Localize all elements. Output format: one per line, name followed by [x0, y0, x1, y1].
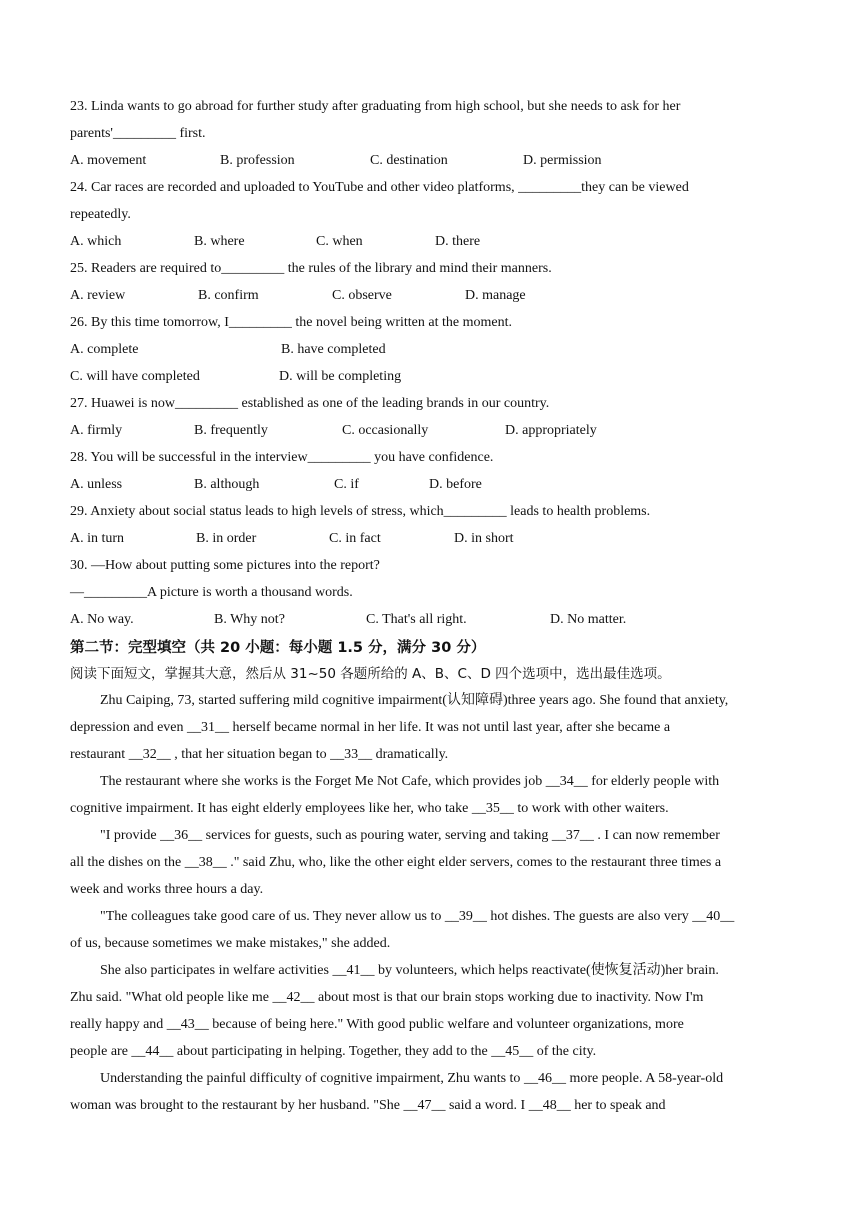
blank-number: __35__ [471, 801, 514, 816]
blank-number: __42__ [272, 990, 315, 1005]
passage-text: of the city. [533, 1044, 597, 1059]
answer-option: A. in turn [70, 531, 125, 546]
passage-text: Zhu Caiping, 73, started suffering mild cognitive impairment(认知障碍)three years ago. She found that anxiety, [100, 693, 729, 708]
passage-line [70, 746, 448, 764]
passage-text: . I can now remember [593, 828, 720, 843]
answer-option: A. firmly [70, 423, 123, 438]
blank-number: __34__ [545, 774, 588, 789]
passage-text: "I provide [100, 828, 161, 843]
blank-number: __41__ [332, 963, 375, 978]
question-stem: —_________A picture is worth a thousand words. [70, 585, 353, 600]
answer-option: C. occasionally [342, 423, 429, 438]
answer-option: C. if [334, 477, 359, 492]
passage-text: week and works three hours a day. [70, 882, 264, 897]
passage-text: more people. A 58-year-old [565, 1071, 724, 1086]
passage-text: about most is that our brain stops working due to inactivity. Now I'm [314, 990, 704, 1005]
passage-text: woman was brought to the restaurant by her husband. "She [70, 1098, 404, 1113]
passage-line [100, 773, 719, 791]
blank-number: __33__ [330, 747, 373, 762]
answer-option: C. when [316, 234, 363, 249]
passage-text: of us, because sometimes we make mistakes," she added. [70, 936, 391, 951]
passage-text: , that her situation began to [170, 747, 331, 762]
passage-text: services for guests, such as pouring water, serving and taking [202, 828, 552, 843]
blank-number: __39__ [444, 909, 487, 924]
passage-line [70, 881, 263, 899]
answer-option: B. in order [196, 531, 257, 546]
passage-text: ." said Zhu, who, like the other eight elder servers, comes to the restaurant three times a [226, 855, 722, 870]
question-stem: 28. You will be successful in the interview_________ you have confidence. [70, 450, 494, 465]
passage-line [70, 854, 721, 872]
answer-option: B. frequently [194, 423, 268, 438]
passage-text: by volunteers, which helps reactivate(使恢复活动)her brain. [374, 963, 719, 978]
answer-option: A. which [70, 234, 122, 249]
question-stem: parents'_________ first. [70, 126, 206, 141]
passage-line [100, 962, 719, 980]
blank-number: __47__ [403, 1098, 446, 1113]
passage-line [100, 827, 720, 845]
answer-option: D. appropriately [505, 423, 597, 438]
passage-text: cognitive impairment. It has eight elderly employees like her, who take [70, 801, 472, 816]
answer-option: A. review [70, 288, 126, 303]
blank-number: __32__ [128, 747, 171, 762]
question-stem: 24. Car races are recorded and uploaded to YouTube and other video platforms, _________they can be viewed [70, 180, 689, 195]
passage-line [70, 989, 703, 1007]
answer-option: B. have completed [281, 342, 386, 357]
section-instruction: 阅读下面短文，掌握其大意，然后从 31~50 各题所给的 A、B、C、D 四个选项中，选出最佳选项。 [70, 666, 671, 682]
answer-option: A. movement [70, 153, 147, 168]
passage-text: "The colleagues take good care of us. They never allow us to [100, 909, 445, 924]
passage-text: all the dishes on the [70, 855, 185, 870]
blank-number: __31__ [187, 720, 230, 735]
passage-line [70, 1043, 596, 1061]
passage-text: restaurant [70, 747, 129, 762]
passage-line [100, 908, 734, 926]
passage-line [70, 1016, 684, 1034]
blank-number: __37__ [551, 828, 594, 843]
blank-number: __38__ [184, 855, 227, 870]
passage-text: for elderly people with [587, 774, 720, 789]
passage-text: She also participates in welfare activities [100, 963, 333, 978]
answer-option: D. before [429, 477, 482, 492]
question-stem: 30. —How about putting some pictures into the report? [70, 558, 380, 573]
answer-option: B. profession [220, 153, 295, 168]
passage-line [100, 1070, 723, 1088]
passage-text: because of being here." With good public welfare and volunteer organizations, more [208, 1017, 684, 1032]
answer-option: B. although [194, 477, 260, 492]
blank-number: __46__ [523, 1071, 566, 1086]
question-stem: 25. Readers are required to_________ the rules of the library and mind their manners. [70, 261, 552, 276]
blank-number: __44__ [131, 1044, 174, 1059]
answer-option: A. No way. [70, 612, 134, 627]
passage-text: hot dishes. The guests are also very [486, 909, 693, 924]
blank-number: __40__ [692, 909, 735, 924]
answer-option: B. Why not? [214, 612, 285, 627]
passage-line [70, 800, 669, 818]
passage-text: really happy and [70, 1017, 167, 1032]
answer-option: C. That's all right. [366, 612, 467, 627]
blank-number: __48__ [528, 1098, 571, 1113]
question-stem: 23. Linda wants to go abroad for further study after graduating from high school, but she needs to ask for her [70, 99, 681, 114]
blank-number: __45__ [491, 1044, 534, 1059]
answer-option: A. complete [70, 342, 139, 357]
answer-option: C. in fact [329, 531, 381, 546]
answer-option: C. destination [370, 153, 448, 168]
answer-option: D. there [435, 234, 481, 249]
passage-line [70, 935, 390, 953]
passage-text: Zhu said. "What old people like me [70, 990, 273, 1005]
answer-option: D. permission [523, 153, 602, 168]
passage-text: people are [70, 1044, 132, 1059]
passage-text: The restaurant where she works is the Forget Me Not Cafe, which provides job [100, 774, 546, 789]
section-heading: 第二节：完型填空（共 20 小题：每小题 1.5 分，满分 30 分） [70, 640, 486, 656]
answer-option: A. unless [70, 477, 123, 492]
passage-line [70, 719, 670, 737]
answer-option: C. observe [332, 288, 392, 303]
answer-option: C. will have completed [70, 369, 200, 384]
answer-option: B. confirm [198, 288, 259, 303]
passage-text: about participating in helping. Together, they add to the [173, 1044, 492, 1059]
question-stem: repeatedly. [70, 207, 131, 222]
blank-number: __43__ [166, 1017, 209, 1032]
passage-text: to work with other waiters. [513, 801, 669, 816]
answer-option: D. will be completing [279, 369, 402, 384]
passage-text: dramatically. [372, 747, 449, 762]
passage-text: depression and even [70, 720, 188, 735]
answer-option: D. in short [454, 531, 514, 546]
passage-text: Understanding the painful difficulty of cognitive impairment, Zhu wants to [100, 1071, 524, 1086]
question-stem: 27. Huawei is now_________ established as one of the leading brands in our country. [70, 396, 550, 411]
passage-text: her to speak and [570, 1098, 666, 1113]
answer-option: D. manage [465, 288, 526, 303]
question-stem: 29. Anxiety about social status leads to high levels of stress, which_________ leads to health problems. [70, 504, 651, 519]
passage-line [70, 1097, 666, 1115]
blank-number: __36__ [160, 828, 203, 843]
passage-line [100, 692, 728, 710]
passage-text: said a word. I [445, 1098, 529, 1113]
passage-text: herself became normal in her life. It was not until last year, after she became a [229, 720, 671, 735]
answer-option: D. No matter. [550, 612, 627, 627]
question-stem: 26. By this time tomorrow, I_________ the novel being written at the moment. [70, 315, 512, 330]
answer-option: B. where [194, 234, 245, 249]
